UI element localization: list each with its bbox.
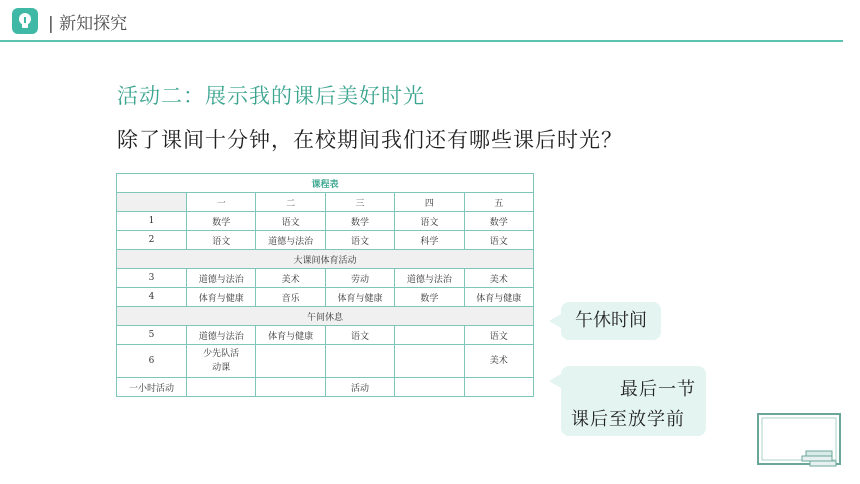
table-cell: 道德与法治 [395, 269, 464, 288]
table-cell: 体育与健康 [325, 288, 394, 307]
table-cell: 科学 [395, 231, 464, 250]
table-cell [256, 378, 325, 397]
section-title: | 新知探究 [48, 14, 128, 34]
bubble-text: 午休时间 [575, 310, 647, 331]
table-cell [395, 378, 464, 397]
table-cell: 道德与法治 [187, 269, 256, 288]
noon-rest-bubble [561, 302, 661, 340]
table-row [117, 378, 534, 397]
table-cell: 6 [117, 345, 187, 378]
table-cell [464, 378, 533, 397]
table-header-cell: 二 [256, 193, 325, 212]
table-cell [395, 345, 464, 378]
table-cell: 劳动 [325, 269, 394, 288]
cell-text: 少先队活动课 [203, 349, 240, 373]
table-cell: 音乐 [256, 288, 325, 307]
table-row [117, 231, 534, 250]
table-cell [187, 345, 256, 378]
blackboard-with-books-icon [756, 412, 844, 470]
table-cell: 美术 [464, 345, 533, 378]
break-row: 午间休息 [117, 307, 534, 326]
table-header-cell: 五 [464, 193, 533, 212]
table-row [117, 288, 534, 307]
table-cell [325, 345, 394, 378]
activity-question: 除了课间十分钟，在校期间我们还有哪些课后时光？ [117, 128, 623, 152]
table-cell: 一小时活动 [117, 378, 187, 397]
table-cell [187, 378, 256, 397]
schedule-table [116, 173, 534, 397]
lightbulb-icon [12, 8, 38, 34]
table-cell: 语文 [325, 231, 394, 250]
table-row [117, 212, 534, 231]
table-cell [256, 345, 325, 378]
schedule-caption: 课程表 [117, 174, 534, 193]
table-cell: 数学 [395, 288, 464, 307]
table-cell [395, 326, 464, 345]
table-row [117, 269, 534, 288]
table-cell: 语文 [325, 326, 394, 345]
table-cell: 3 [117, 269, 187, 288]
bubble-text-line2: 课后至放学前 [571, 409, 685, 430]
table-row [117, 193, 534, 212]
table-cell: 数学 [187, 212, 256, 231]
header-bar [0, 0, 860, 42]
table-row [117, 250, 534, 269]
table-cell: 语文 [464, 231, 533, 250]
table-cell: 语文 [464, 326, 533, 345]
table-cell: 美术 [464, 269, 533, 288]
table-cell: 2 [117, 231, 187, 250]
table-cell: 体育与健康 [256, 326, 325, 345]
table-cell: 1 [117, 212, 187, 231]
table-cell: 道德与法治 [256, 231, 325, 250]
table-cell: 语文 [395, 212, 464, 231]
header-divider [0, 40, 843, 42]
table-row [117, 326, 534, 345]
table-cell [117, 193, 187, 212]
table-cell: 数学 [464, 212, 533, 231]
table-cell: 活动 [325, 378, 394, 397]
table-header-cell: 四 [395, 193, 464, 212]
table-cell: 语文 [256, 212, 325, 231]
table-header-cell: 三 [325, 193, 394, 212]
table-row [117, 345, 534, 378]
break-row: 大课间体育活动 [117, 250, 534, 269]
table-row [117, 307, 534, 326]
bubble-text-line1: 最后一节 [620, 379, 696, 400]
table-cell: 数学 [325, 212, 394, 231]
table-header-cell: 一 [187, 193, 256, 212]
table-cell: 美术 [256, 269, 325, 288]
activity-title: 活动二：展示我的课后美好时光 [117, 84, 425, 108]
table-cell: 5 [117, 326, 187, 345]
table-cell: 4 [117, 288, 187, 307]
after-class-bubble [561, 366, 706, 436]
table-cell: 道德与法治 [187, 326, 256, 345]
table-cell: 语文 [187, 231, 256, 250]
table-cell: 体育与健康 [464, 288, 533, 307]
table-cell: 体育与健康 [187, 288, 256, 307]
